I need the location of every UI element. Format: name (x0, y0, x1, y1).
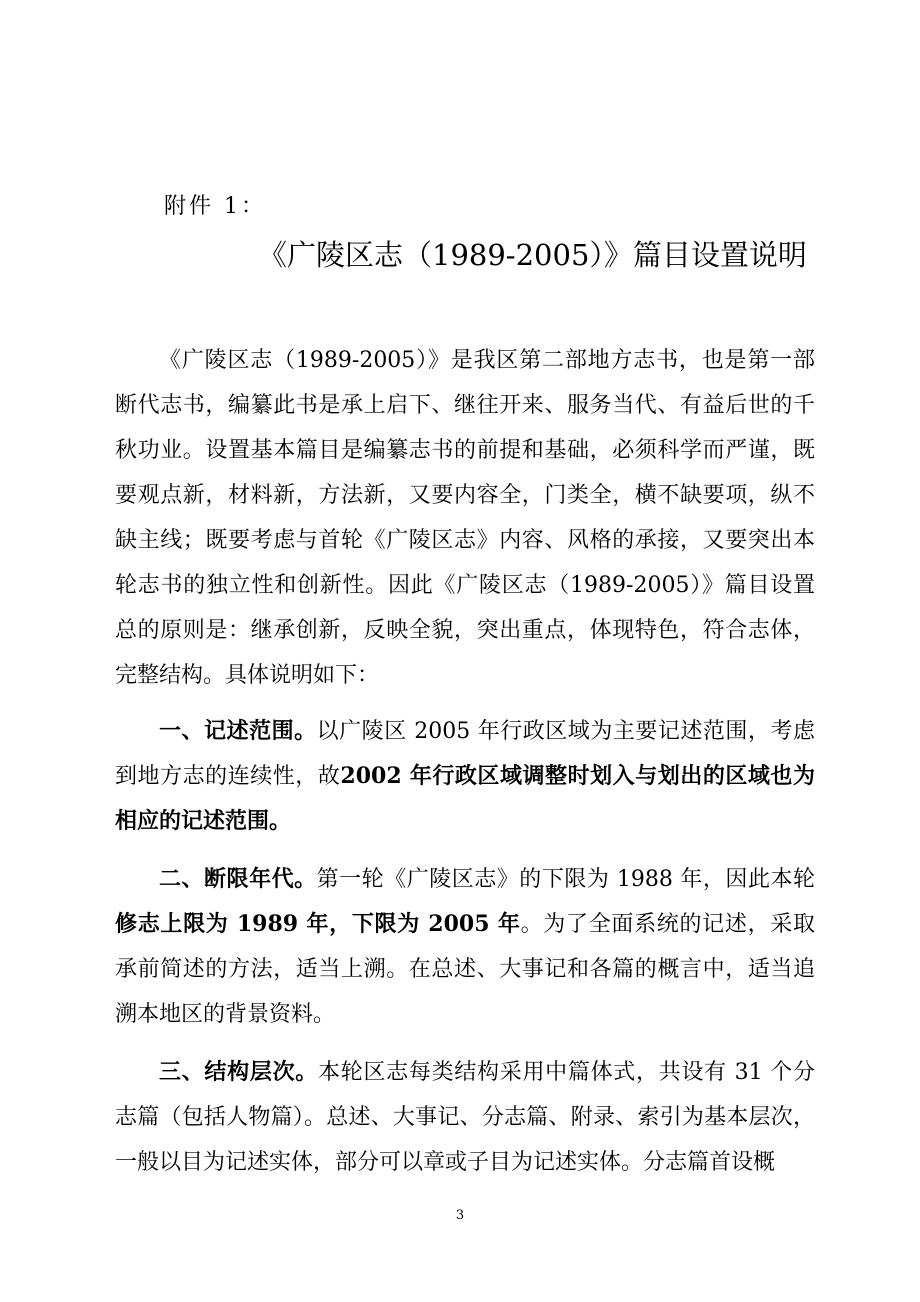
attachment-label: 附件 1： (164, 194, 266, 219)
intro-paragraph: 《广陵区志（1989-2005）》是我区第二部地方志书，也是第一部断代志书，编纂此书是承上启下、继往开来、服务当代、有益后世的千秋功业。设置基本篇目是编纂志书的前提和基础，必须科学而严谨，既要观点新，材料新，方法新，又要内容全，门类全，横不缺要项，纵不缺主线；既要考虑与首轮《广陵区志》内容、风格的承接，又要突出本轮志书的独立性和创新性。因此《广陵区志（1989-2005）》篇目设置总的原则是：继承创新，反映全貌，突出重点，体现特色，符合志体，完整结构。具体说明如下： (115, 348, 815, 688)
section-structure-paragraph (115, 1050, 815, 1185)
section-period-bold-text: 修志上限为 1989 年，下限为 2005 年 (115, 911, 521, 937)
section-structure-text: 本轮区志每类结构采用中篇体式，共设有 31 个分志篇（包括人物篇）。总述、大事记、分志篇、附录、索引为基本层次，一般以目为记述实体，部分可以章或子目为记述实体。分志篇首设概 (115, 1060, 815, 1175)
section-scope-heading: 一、记述范围。 (159, 718, 317, 744)
section-period-paragraph (115, 857, 815, 1037)
document-title: 《广陵区志（1989-2005）》篇目设置说明 (258, 238, 807, 272)
section-scope-paragraph (115, 709, 815, 844)
section-period-heading: 二、断限年代。 (159, 866, 317, 892)
section-scope-text: 以广陵区 2005 年行政区域为主要记述范围，考虑到地方志的连续性，故 (115, 719, 815, 789)
section-period-text-continued: 。为了全面系统的记述，采取承前简述的方法，适当上溯。在总述、大事记和各篇的概言中，适当追溯本地区的背景资料。 (115, 912, 815, 1027)
document-body (115, 338, 815, 1198)
page-number: 3 (455, 1208, 465, 1223)
section-scope-bold-text: 2002 年行政区域调整时划入与划出的区域也为相应的记述范围。 (115, 763, 815, 834)
section-period-text: 第一轮《广陵区志》的下限为 1988 年，因此本轮 (316, 867, 815, 892)
section-structure-heading: 三、结构层次。 (159, 1059, 319, 1085)
